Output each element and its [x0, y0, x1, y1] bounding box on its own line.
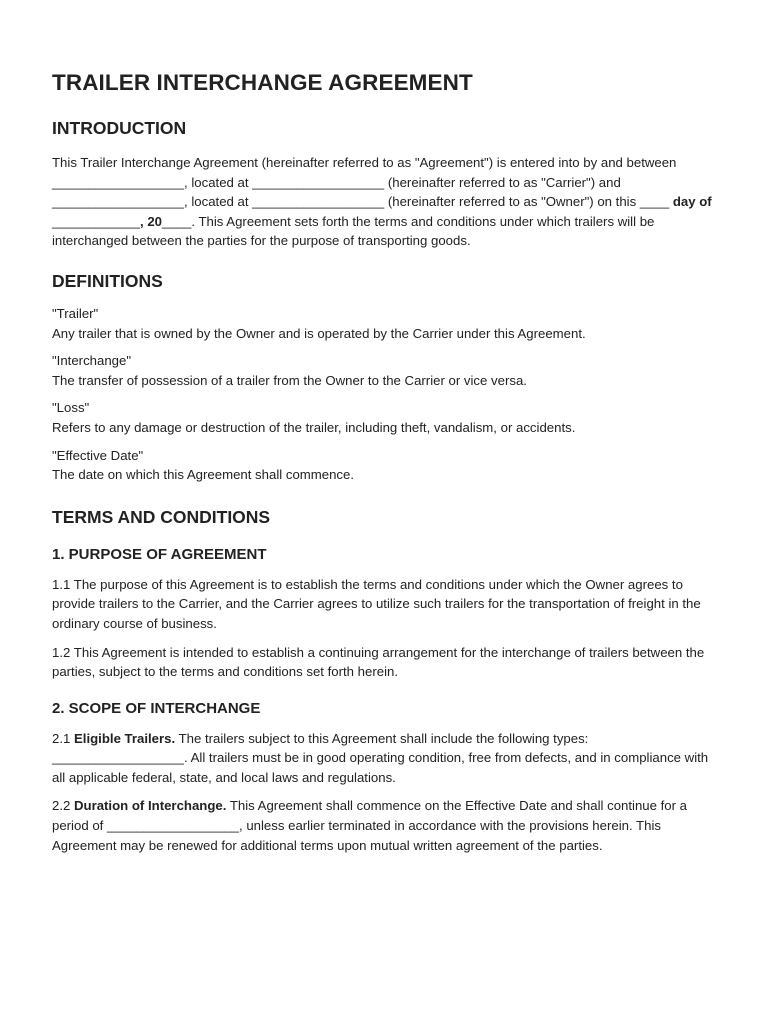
intro-text-2: ____________: [52, 213, 141, 229]
definitions-heading: DEFINITIONS: [52, 270, 163, 291]
definition-item: [52, 398, 724, 437]
definition-item: [52, 304, 724, 343]
terms-heading: TERMS AND CONDITIONS: [52, 506, 271, 527]
clause-2-2-title: Duration of Interchange.: [74, 798, 227, 814]
introduction-heading: INTRODUCTION: [52, 118, 187, 138]
definition-text: The date on which this Agreement shall commence.: [52, 467, 355, 483]
section-1-heading: 1. PURPOSE OF AGREEMENT: [52, 545, 267, 563]
definition-text: Any trailer that is owned by the Owner and is operated by the Carrier under this Agreement.: [52, 325, 586, 341]
definition-term: "Interchange": [52, 353, 132, 369]
intro-text-3: ____. This Agreement sets forth the terms and conditions under which trailers will be interchanged between the parties for the purpose of transporting goods.: [52, 213, 655, 249]
clause-2-1-number: 2.1: [52, 730, 74, 746]
clause-1-1: 1.1 The purpose of this Agreement is to establish the terms and conditions under which the Owner agrees to provide trailers to the Carrier, and the Carrier agrees to utilize such trailers for the transportation of freight in the ordinary course of business.: [52, 576, 701, 631]
definition-term: "Trailer": [52, 305, 99, 321]
clause-2-2-number: 2.2: [52, 798, 74, 814]
intro-bold-day-of: day of: [672, 194, 712, 210]
clause-2-2: [52, 796, 724, 855]
clause-2-1-text: The trailers subject to this Agreement shall include the following types: __________________. All trailers must be in good operating condition, free from defects, and in compliance with all applicable federal, state, and local laws and regulations.: [52, 730, 709, 785]
clause-2-2-text: This Agreement shall commence on the Effective Date and shall continue for a period of __________________, unless earlier terminated in accordance with the provisions herein. This Agreement may be renewed for additional terms upon mutual written agreement of the parties.: [52, 798, 688, 853]
introduction-paragraph: [52, 153, 724, 251]
intro-text-1: This Trailer Interchange Agreement (hereinafter referred to as "Agreement") is entered into by and between __________________, located at __________________ (hereinafter referred to as "Carrier") and __________________, located at __________________ (hereinafter referred to as "Owner") on this ____: [52, 155, 677, 210]
clause-2-1-title: Eligible Trailers.: [74, 730, 176, 746]
definition-item: [52, 446, 724, 485]
document-title: TRAILER INTERCHANGE AGREEMENT: [52, 70, 473, 95]
document-page: [52, 70, 724, 864]
section-2-heading: 2. SCOPE OF INTERCHANGE: [52, 699, 261, 717]
definition-text: Refers to any damage or destruction of the trailer, including theft, vandalism, or accidents.: [52, 419, 576, 435]
definition-term: "Loss": [52, 400, 90, 416]
definition-item: [52, 351, 724, 390]
definition-term: "Effective Date": [52, 447, 144, 463]
definition-text: The transfer of possession of a trailer from the Owner to the Carrier or vice versa.: [52, 372, 527, 388]
intro-bold-year: , 20: [140, 213, 163, 229]
clause-1-2: 1.2 This Agreement is intended to establish a continuing arrangement for the interchange of trailers between the parties, subject to the terms and conditions set forth herein.: [52, 644, 705, 680]
clause-2-1: [52, 729, 724, 788]
